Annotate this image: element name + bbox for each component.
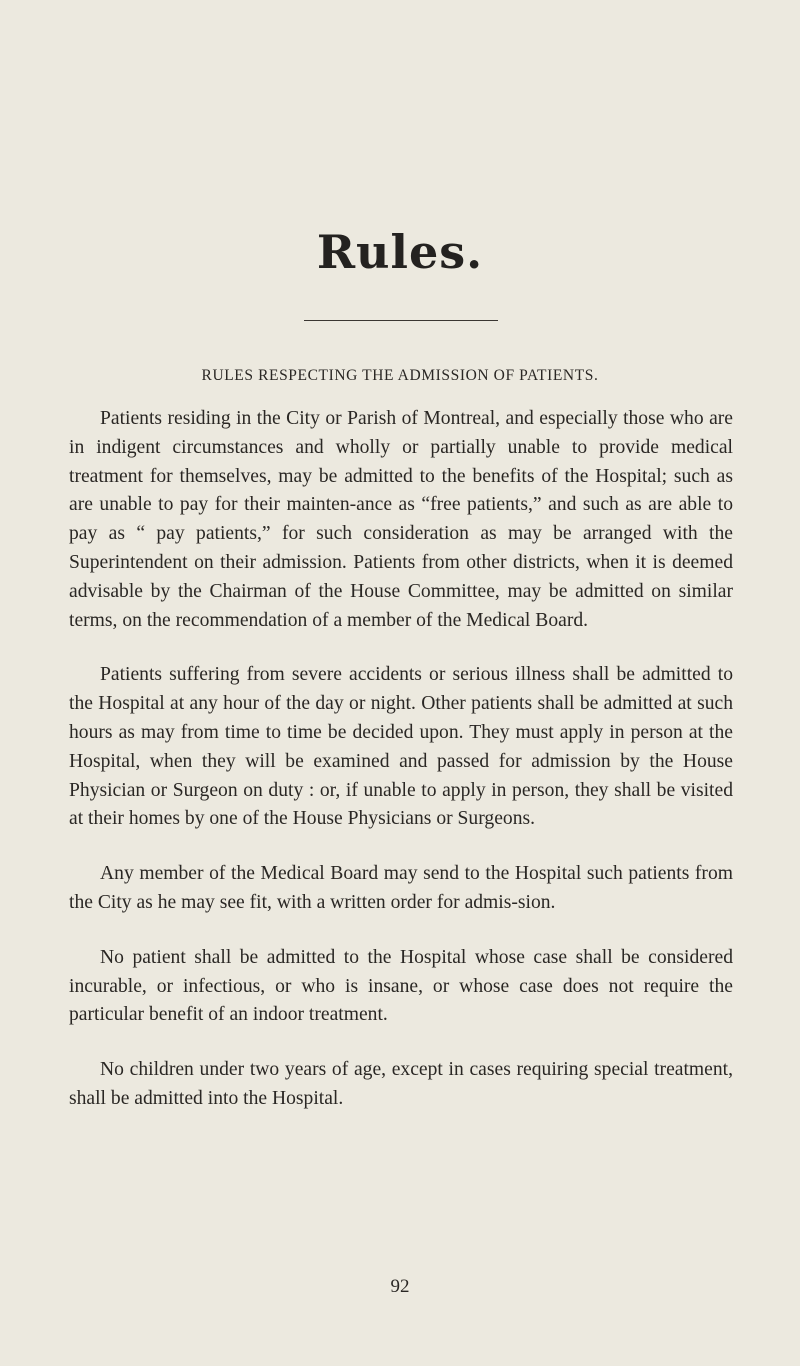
title-divider — [304, 320, 498, 321]
section-heading: RULES RESPECTING THE ADMISSION OF PATIENTS. — [201, 367, 599, 384]
body-text — [69, 405, 733, 1140]
page-title: Rules. — [316, 225, 484, 279]
paragraph-residency: Patients residing in the City or Parish of Montreal, and especially those who are in indigent circumstances and wholly or partially unable to provide medical treatment for themselves, may be admitted to the benefits of the Hospital; such as are unable to pay for their mainten-ance as “free patients,” and such as are able to pay as “ pay patients,” for such consideration as may be arranged with the Superintendent on their admission. Patients from other districts, when it is deemed advisable by the Chairman of the House Committee, may be admitted on similar terms, on the recommendation of a member of the Medical Board. — [69, 408, 733, 631]
paragraph-exclusions: No patient shall be admitted to the Hospital whose case shall be considered incurable, or infectious, or who is insane, or whose case does not require the particular benefit of an indoor treatment. — [69, 946, 733, 1026]
paragraph-children: No children under two years of age, except in cases requiring special treatment, shall be admitted into the Hospital. — [69, 1059, 733, 1109]
paragraph-emergency-admission: Patients suffering from severe accidents or serious illness shall be admitted to the Hospital at any hour of the day or night. Other patients shall be admitted at such hours as may from time to time be decided upon. They must apply in person at the Hospital, when they will be examined and passed for admission by the House Physician or Surgeon on duty : or, if unable to apply in person, they shall be visited at their homes by one of the House Physicians or Surgeons. — [69, 664, 733, 830]
page-number: 92 — [390, 1276, 410, 1297]
paragraph-medical-board-referral: Any member of the Medical Board may send to the Hospital such patients from the City as he may see fit, with a written order for admis-sion. — [69, 863, 733, 913]
